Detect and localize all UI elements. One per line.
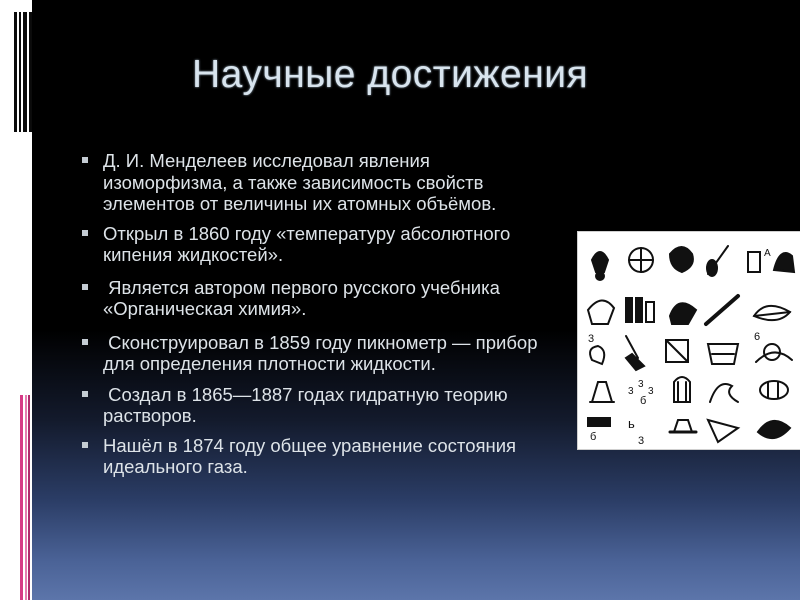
bullet-list [82, 150, 542, 478]
bullet-item [82, 332, 542, 375]
bullet-square-icon [82, 442, 88, 448]
bullet-square-icon [82, 230, 88, 236]
bullet-item [82, 277, 542, 320]
svg-text:ь: ь [628, 416, 635, 431]
bullet-item [82, 223, 542, 266]
bullet-item [82, 384, 542, 427]
svg-text:3: 3 [638, 435, 645, 447]
rebus-icon [578, 232, 800, 449]
bullet-text: Создал в 1865—1887 годах гидратную теорию растворов. [103, 383, 513, 426]
rebus-puzzle-image [577, 231, 800, 450]
left-margin-strip [0, 0, 32, 600]
svg-text:б: б [640, 395, 647, 407]
svg-text:3: 3 [648, 386, 654, 397]
bullet-square-icon [82, 391, 88, 397]
svg-text:3: 3 [588, 333, 595, 345]
bullet-square-icon [82, 284, 88, 290]
bullet-item [82, 150, 542, 215]
svg-text:А: А [764, 248, 771, 259]
bullet-item [82, 435, 542, 478]
svg-text:6: 6 [754, 331, 761, 343]
bullet-text: Является автором первого русского учебника «Органическая химия». [103, 276, 506, 319]
bullet-text: Нашёл в 1874 году общее уравнение состояния идеального газа. [103, 434, 517, 477]
decorative-pink-bars [20, 395, 30, 600]
bullet-square-icon [82, 157, 88, 163]
bullet-square-icon [82, 339, 88, 345]
bullet-text: Открыл в 1860 году «температуру абсолютного кипения жидкостей». [103, 222, 511, 265]
svg-text:б: б [590, 431, 597, 443]
bullet-text: Д. И. Менделеев исследовал явления изоморфизма, а также зависимость свойств элементов от величины их атомных объёмов. [103, 150, 497, 214]
svg-text:3: 3 [628, 386, 634, 397]
bullet-text: Сконструировал в 1859 году пикнометр — прибор для определения плотности жидкости. [103, 331, 543, 374]
slide [32, 0, 800, 600]
svg-text:3: 3 [638, 379, 644, 390]
slide-title: Научные достижения [192, 53, 589, 96]
decorative-bars [14, 12, 32, 132]
